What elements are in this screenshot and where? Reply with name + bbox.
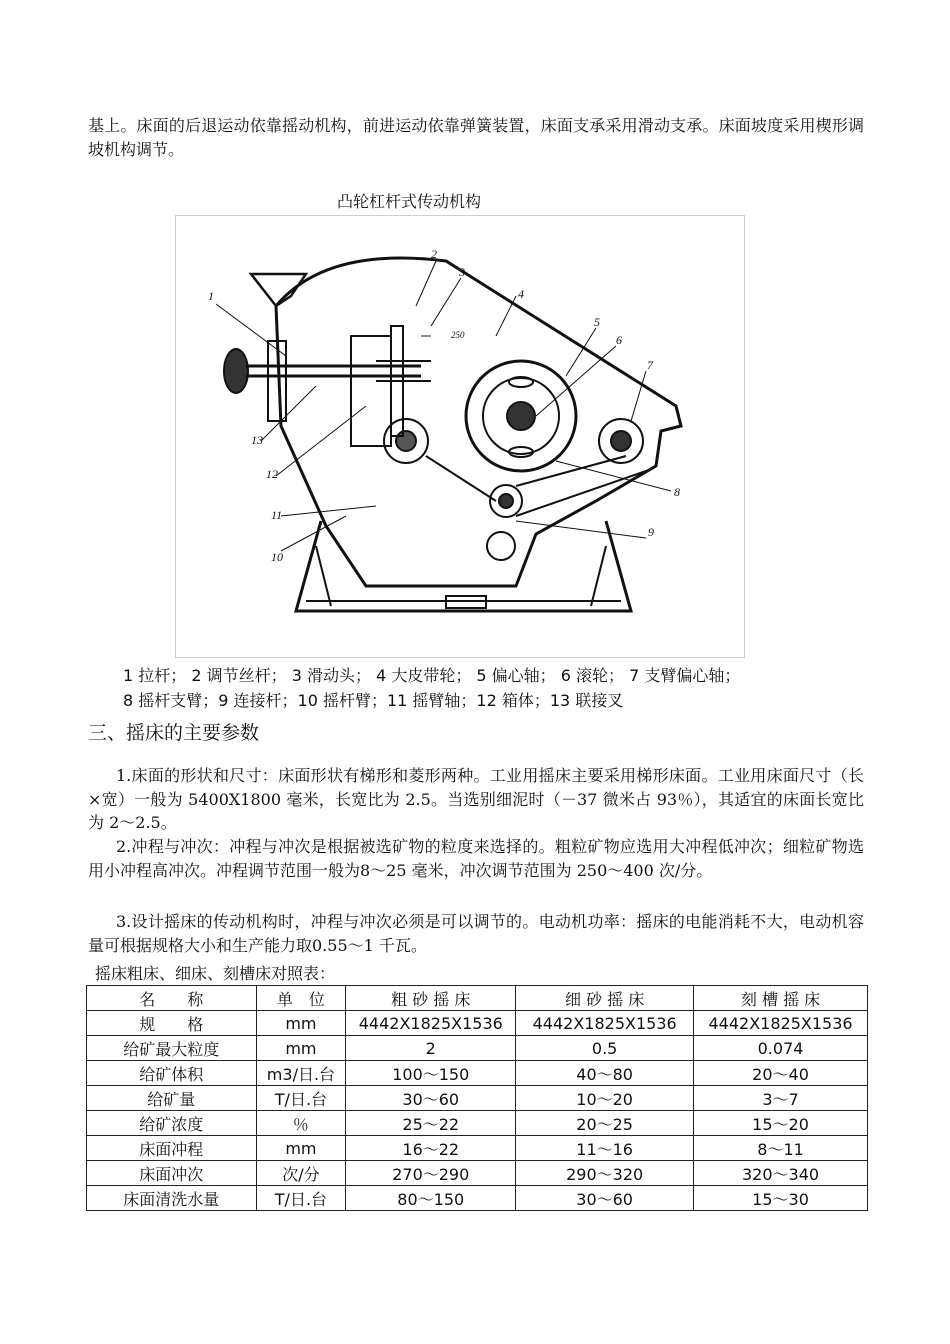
table-cell: 290～320 (516, 1161, 694, 1186)
table-cell: 次/分 (256, 1161, 346, 1186)
header-name: 名 称 (87, 986, 257, 1011)
table-cell: T/日.台 (256, 1086, 346, 1111)
table-cell: 16～22 (346, 1136, 516, 1161)
table-cell: m3/日.台 (256, 1061, 346, 1086)
table-cell: 2 (346, 1036, 516, 1061)
header-fine: 细 砂 摇 床 (516, 986, 694, 1011)
table-cell: 30～60 (516, 1186, 694, 1211)
header-grooved: 刻 槽 摇 床 (694, 986, 868, 1011)
callout-9: 9 (648, 525, 654, 539)
dimension-label: 250 (451, 330, 465, 340)
callout-6: 6 (616, 333, 622, 347)
table-cell: 4442X1825X1536 (516, 1011, 694, 1036)
table-cell: 10～20 (516, 1086, 694, 1111)
table-row (87, 1186, 868, 1211)
table-cell: 100～150 (346, 1061, 516, 1086)
callout-2: 2 (431, 247, 437, 261)
table-row (87, 1086, 868, 1111)
table-cell: 床面清洗水量 (87, 1186, 257, 1211)
table-cell: 15～20 (694, 1111, 868, 1136)
callout-1: 1 (208, 289, 214, 303)
table-cell: 80～150 (346, 1186, 516, 1211)
paragraph-shape-size: 1.床面的形状和尺寸：床面形状有梯形和菱形两种。工业用摇床主要采用梯形床面。工业用床面尺寸（长×宽）一般为 5400X1800 毫米，长宽比为 2.5。当选别细泥时（－37 微米占 93％），其适宜的床面长宽比为 2～2.5。 (88, 766, 864, 832)
table-cell: 20～25 (516, 1111, 694, 1136)
callout-10: 10 (271, 550, 283, 564)
table-cell: 30～60 (346, 1086, 516, 1111)
table-cell: 3～7 (694, 1086, 868, 1111)
table-cell: 0.5 (516, 1036, 694, 1061)
table-cell: 给矿最大粒度 (87, 1036, 257, 1061)
table-cell: 15～30 (694, 1186, 868, 1211)
table-cell: 0.074 (694, 1036, 868, 1061)
intro-paragraph: 基上。床面的后退运动依靠摇动机构，前进运动依靠弹簧装置，床面支承采用滑动支承。床面坡度采用楔形调坡机构调节。 (88, 116, 864, 159)
paragraph-stroke-frequency: 2.冲程与冲次：冲程与冲次是根据被选矿物的粒度来选择的。粗粒矿物应选用大冲程低冲次；细粒矿物选用小冲程高冲次。冲程调节范围一般为8～25 毫米，冲次调节范围为 250～400 次/分。 (88, 837, 864, 880)
table-cell: 4442X1825X1536 (694, 1011, 868, 1036)
table-cell: 40～80 (516, 1061, 694, 1086)
section-heading: 三、摇床的主要参数 (88, 722, 260, 744)
table-header-row (87, 986, 868, 1011)
table-cell: T/日.台 (256, 1186, 346, 1211)
paragraph-drive-design: 3.设计摇床的传动机构时，冲程与冲次必须是可以调节的。电动机功率：摇床的电能消耗不大，电动机容量可根据规格大小和生产能力取0.55～1 千瓦。 (88, 912, 864, 955)
table-cell: 给矿量 (87, 1086, 257, 1111)
table-cell: 4442X1825X1536 (346, 1011, 516, 1036)
table-cell: 床面冲程 (87, 1136, 257, 1161)
table-row (87, 1111, 868, 1136)
table-cell: 270～290 (346, 1161, 516, 1186)
table-row (87, 1136, 868, 1161)
header-unit: 单 位 (256, 986, 346, 1011)
callout-3: 3 (459, 265, 465, 279)
figure-title: 凸轮杠杆式传动机构 (337, 192, 482, 211)
table-title: 摇床粗床、细床、刻槽床对照表： (95, 964, 336, 983)
mechanism-drawing-svg (176, 216, 746, 659)
table-cell: 8～11 (694, 1136, 868, 1161)
table-cell: mm (256, 1011, 346, 1036)
callout-7: 7 (647, 358, 653, 372)
table-cell: 20～40 (694, 1061, 868, 1086)
figure-legend-line-2: 8 摇杆支臂；9 连接杆；10 摇杆臂；11 摇臂轴；12 箱体；13 联接叉 (123, 691, 624, 710)
callout-4: 4 (518, 287, 524, 301)
figure-legend-line-1: 1 拉杆； 2 调节丝杆； 3 滑动头； 4 大皮带轮； 5 偏心轴； 6 滚轮； 7 支臂偏心轴； (123, 666, 741, 685)
table-row (87, 1161, 868, 1186)
table-cell: mm (256, 1136, 346, 1161)
callout-13: 13 (251, 433, 263, 447)
callout-5: 5 (594, 315, 600, 329)
table-cell: mm (256, 1036, 346, 1061)
table-cell: 床面冲次 (87, 1161, 257, 1186)
table-cell: 320～340 (694, 1161, 868, 1186)
callout-12: 12 (266, 467, 278, 481)
table-cell: 25～22 (346, 1111, 516, 1136)
table-cell: 规 格 (87, 1011, 257, 1036)
header-coarse: 粗 砂 摇 床 (346, 986, 516, 1011)
comparison-table (86, 985, 868, 1211)
table-cell: 11～16 (516, 1136, 694, 1161)
table-row (87, 1036, 868, 1061)
table-cell: 给矿浓度 (87, 1111, 257, 1136)
table-cell: ％ (256, 1111, 346, 1136)
table-cell: 给矿体积 (87, 1061, 257, 1086)
table-row (87, 1011, 868, 1036)
callout-11: 11 (271, 508, 283, 522)
table-row (87, 1061, 868, 1086)
mechanism-drawing (175, 215, 745, 658)
callout-8: 8 (674, 485, 680, 499)
